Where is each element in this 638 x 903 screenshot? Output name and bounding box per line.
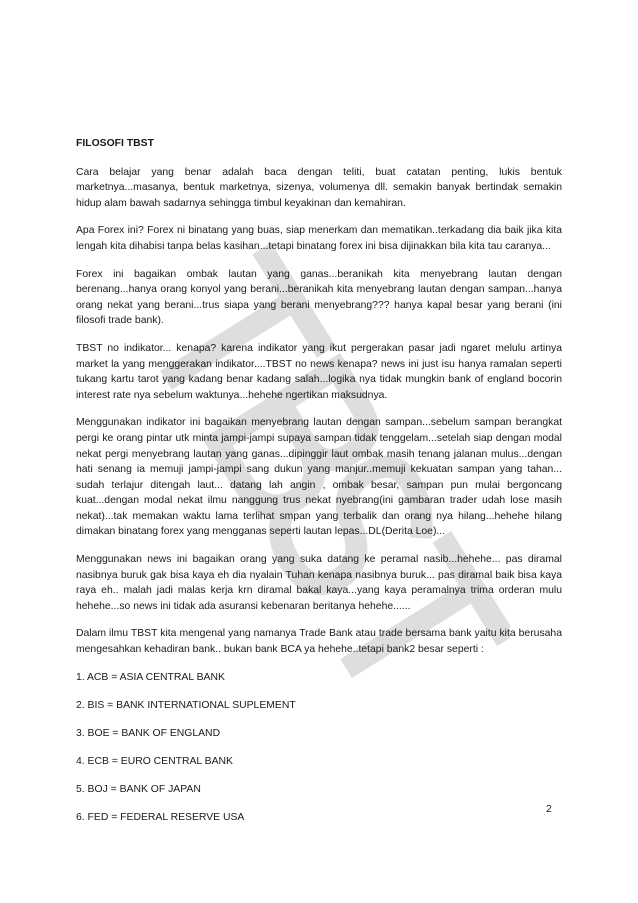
paragraph-trade-bank: Dalam ilmu TBST kita mengenal yang namanya Trade Bank atau trade bersama bank yaitu kita berusaha mengesahkan kehadiran bank.. bukan bank BCA ya hehehe..tetapi bank2 besar seperti :: [76, 628, 562, 656]
document-title: FILOSOFI TBST: [76, 138, 154, 149]
page-number: 2: [546, 804, 552, 815]
bank-list-item-boe: 3. BOE = BANK OF ENGLAND: [76, 727, 221, 739]
paragraph-no-indikator: TBST no indikator... kenapa? karena indikator yang ikut pergerakan pasar jadi ngaret melulu artinya market la yang menggerakan indikator....TBST no news kenapa? news ini just isu hanya ramalan seperti tukang kartu tarot yang kadang benar kadang salah...logika nya tidak mungkin bank of england bocorin interest rate nya sebelum waktunya...hehehe ngertikan maksudnya.: [76, 342, 562, 401]
document-body: [76, 136, 562, 838]
paragraph-apa-forex: Apa Forex ini? Forex ni binatang yang buas, siap menerkam dan mematikan..terkadang dia baik jika kita lengah kita dihabisi tanpa belas kasihan...tetapi binatang forex ini bisa dijinakkan bila kita tau caranya...: [76, 225, 562, 252]
paragraph-cara-belajar: Cara belajar yang benar adalah baca dengan teliti, buat catatan penting, lukis bentuk marketnya...masanya, bentuk marketnya, sizenya, volumenya dll. semakin banyak bertindak semakin hidup alam bawah sadarnya sehingga timbul keyakinan dan kemahiran.: [76, 166, 562, 209]
bank-list-item-acb: 1. ACB = ASIA CENTRAL BANK: [76, 671, 225, 683]
bank-list-item-boj: 5. BOJ = BANK OF JAPAN: [76, 783, 201, 795]
paragraph-forex-ombak: Forex ini bagaikan ombak lautan yang ganas...beranikah kita menyebrang lautan dengan berenang...hanya orang konyol yang berani...beranikah kita menyebrang lautan dengan sampan...hanya orang nekat yang berani...trus siapa yang berani menyebrang??? hanya kapal besar yang berani (ini filosofi trade bank).: [76, 268, 562, 327]
paragraph-indikator-sampan: Menggunakan indikator ini bagaikan menyebrang lautan dengan sampan...sebelum sampan berangkat pergi ke orang pintar utk minta jampi-jampi supaya sampan tidak tenggelam...setelah siap dengan modal nekat pergi menyebrang lautan yang ganas...dipinggir laut ombak masih tenang jalanan mulus...dengan hati senang ia memuji jampi-jampi sang dukun yang manjur..memuji kekuatan sampan yang tahan... sudah terlajur ditengah laut... datang lah angin , ombak besar, sampan pun mulai bergoncang kuat...dengan modal nekat ilmu nanggung trus nekat nyebrang(ini gambaran trader udah lose masih nekat)...tak memakan waktu lama terlihat smpan yang terbalik dan orang nya hilang...hehehe hilang dimakan binatang forex yang mengganas seperti lautan lepas...DL(Derita Loe)...: [76, 417, 562, 538]
bank-list-item-bis: 2. BIS = BANK INTERNATIONAL SUPLEMENT: [76, 699, 296, 711]
bank-list-item-ecb: 4. ECB = EURO CENTRAL BANK: [76, 755, 233, 767]
bank-list: [76, 670, 562, 826]
bank-list-item-fed: 6. FED = FEDERAL RESERVE USA: [76, 811, 245, 823]
paragraph-news-peramal: Menggunakan news ini bagaikan orang yang suka datang ke peramal nasib...hehehe... pas diramal nasibnya buruk gak bisa kaya eh dia nyalain Tuhan kenapa nasibnya buruk... pas diramal baik bisa kaya raya eh.. malah jadi malas kerja krn diramal bakal kaya...yang kaya peramalnya trima orderan mulu hehehe...so news ini tidak ada asuransi kebenaran beritanya hehehe......: [76, 554, 562, 612]
